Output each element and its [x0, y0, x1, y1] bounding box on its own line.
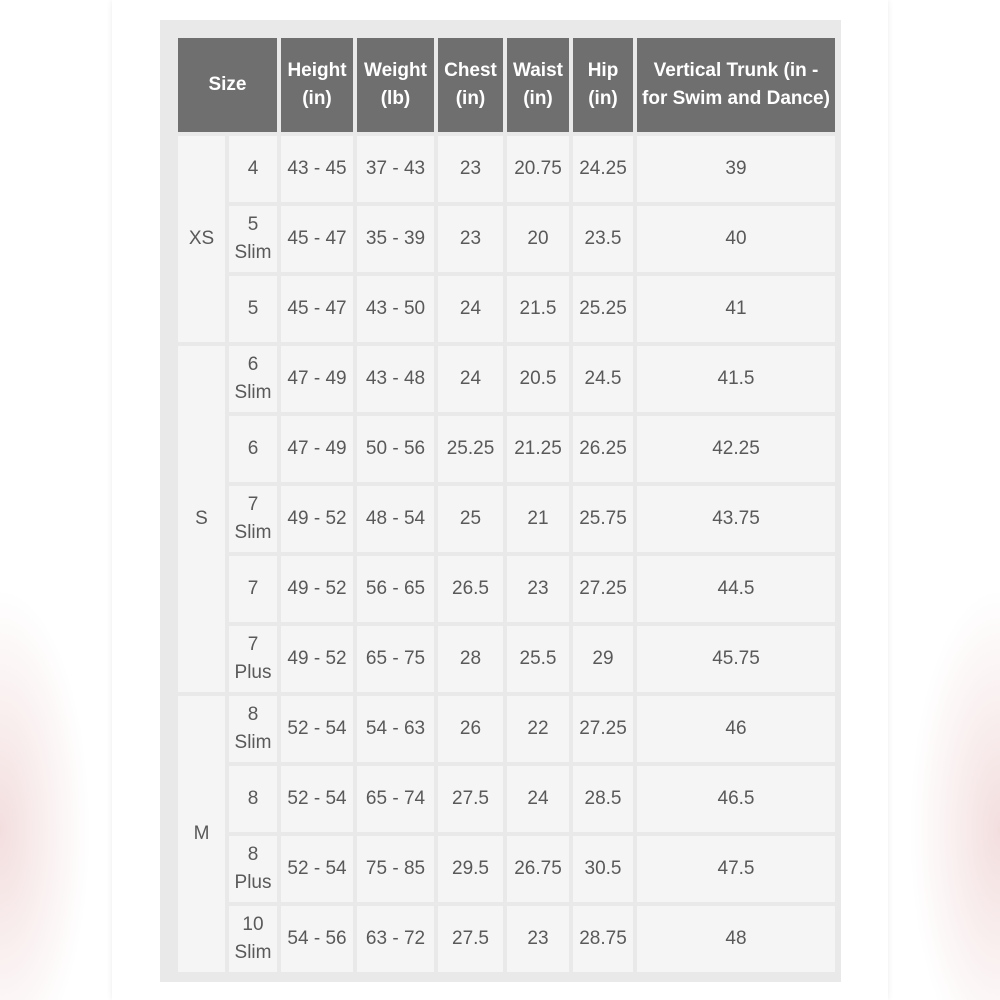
cell-weight: 54 - 63: [357, 696, 434, 762]
cell-chest: 27.5: [438, 766, 503, 832]
size-group-label: XS: [178, 136, 225, 342]
cell-height: 47 - 49: [281, 346, 353, 412]
table-row: [178, 486, 835, 552]
cell-trunk: 42.25: [637, 416, 835, 482]
cell-hip: 23.5: [573, 206, 633, 272]
size-chart-frame: [160, 20, 841, 982]
right-backdrop: [888, 0, 1000, 1000]
table-row: [178, 556, 835, 622]
cell-size: 8 Slim: [229, 696, 277, 762]
cell-size: 5: [229, 276, 277, 342]
cell-hip: 24.5: [573, 346, 633, 412]
cell-hip: 27.25: [573, 696, 633, 762]
cell-trunk: 46: [637, 696, 835, 762]
table-row: [178, 416, 835, 482]
left-backdrop: [0, 0, 112, 1000]
cell-height: 47 - 49: [281, 416, 353, 482]
cell-trunk: 44.5: [637, 556, 835, 622]
header-height: Height (in): [281, 38, 353, 132]
cell-chest: 24: [438, 276, 503, 342]
cell-size: 6 Slim: [229, 346, 277, 412]
cell-size: 10 Slim: [229, 906, 277, 972]
cell-chest: 26: [438, 696, 503, 762]
cell-weight: 35 - 39: [357, 206, 434, 272]
cell-weight: 65 - 74: [357, 766, 434, 832]
cell-chest: 23: [438, 136, 503, 202]
header-size: Size: [178, 38, 277, 132]
table-row: [178, 626, 835, 692]
size-group-label: S: [178, 346, 225, 692]
cell-trunk: 48: [637, 906, 835, 972]
cell-waist: 23: [507, 556, 569, 622]
cell-size: 8 Plus: [229, 836, 277, 902]
cell-hip: 25.25: [573, 276, 633, 342]
cell-chest: 29.5: [438, 836, 503, 902]
cell-size: 6: [229, 416, 277, 482]
cell-hip: 24.25: [573, 136, 633, 202]
cell-size: 8: [229, 766, 277, 832]
cell-trunk: 45.75: [637, 626, 835, 692]
header-row: [178, 38, 835, 132]
cell-waist: 22: [507, 696, 569, 762]
cell-size: 5 Slim: [229, 206, 277, 272]
table-row: [178, 136, 835, 202]
cell-height: 45 - 47: [281, 206, 353, 272]
cell-chest: 24: [438, 346, 503, 412]
cell-trunk: 41: [637, 276, 835, 342]
cell-weight: 63 - 72: [357, 906, 434, 972]
cell-height: 52 - 54: [281, 836, 353, 902]
header-hip: Hip (in): [573, 38, 633, 132]
cell-chest: 28: [438, 626, 503, 692]
cell-hip: 28.75: [573, 906, 633, 972]
cell-height: 49 - 52: [281, 626, 353, 692]
cell-waist: 20.75: [507, 136, 569, 202]
table-row: [178, 766, 835, 832]
size-chart-table: [174, 34, 839, 976]
cell-waist: 20: [507, 206, 569, 272]
table-row: [178, 346, 835, 412]
cell-hip: 27.25: [573, 556, 633, 622]
cell-height: 45 - 47: [281, 276, 353, 342]
table-row: [178, 696, 835, 762]
cell-waist: 20.5: [507, 346, 569, 412]
cell-weight: 50 - 56: [357, 416, 434, 482]
cell-hip: 30.5: [573, 836, 633, 902]
cell-hip: 26.25: [573, 416, 633, 482]
cell-hip: 25.75: [573, 486, 633, 552]
cell-height: 54 - 56: [281, 906, 353, 972]
table-row: [178, 276, 835, 342]
cell-trunk: 40: [637, 206, 835, 272]
cell-size: 7 Slim: [229, 486, 277, 552]
cell-size: 7: [229, 556, 277, 622]
cell-waist: 21: [507, 486, 569, 552]
cell-hip: 28.5: [573, 766, 633, 832]
bottom-strip: [112, 982, 888, 1000]
cell-weight: 37 - 43: [357, 136, 434, 202]
cell-trunk: 46.5: [637, 766, 835, 832]
cell-waist: 21.25: [507, 416, 569, 482]
table-row: [178, 206, 835, 272]
header-waist: Waist (in): [507, 38, 569, 132]
cell-trunk: 41.5: [637, 346, 835, 412]
cell-chest: 26.5: [438, 556, 503, 622]
cell-waist: 21.5: [507, 276, 569, 342]
cell-chest: 23: [438, 206, 503, 272]
cell-chest: 25.25: [438, 416, 503, 482]
cell-waist: 26.75: [507, 836, 569, 902]
header-vertical-trunk: Vertical Trunk (in - for Swim and Dance): [637, 38, 835, 132]
cell-trunk: 43.75: [637, 486, 835, 552]
table-row: [178, 906, 835, 972]
cell-weight: 48 - 54: [357, 486, 434, 552]
cell-weight: 65 - 75: [357, 626, 434, 692]
size-group-label: M: [178, 696, 225, 972]
cell-waist: 23: [507, 906, 569, 972]
cell-waist: 24: [507, 766, 569, 832]
cell-waist: 25.5: [507, 626, 569, 692]
cell-height: 43 - 45: [281, 136, 353, 202]
cell-size: 7 Plus: [229, 626, 277, 692]
cell-chest: 27.5: [438, 906, 503, 972]
cell-weight: 43 - 50: [357, 276, 434, 342]
cell-trunk: 47.5: [637, 836, 835, 902]
cell-size: 4: [229, 136, 277, 202]
cell-height: 49 - 52: [281, 486, 353, 552]
cell-height: 52 - 54: [281, 766, 353, 832]
cell-hip: 29: [573, 626, 633, 692]
header-weight: Weight (lb): [357, 38, 434, 132]
cell-trunk: 39: [637, 136, 835, 202]
cell-weight: 75 - 85: [357, 836, 434, 902]
cell-weight: 56 - 65: [357, 556, 434, 622]
cell-weight: 43 - 48: [357, 346, 434, 412]
cell-height: 52 - 54: [281, 696, 353, 762]
cell-chest: 25: [438, 486, 503, 552]
header-chest: Chest (in): [438, 38, 503, 132]
cell-height: 49 - 52: [281, 556, 353, 622]
table-row: [178, 836, 835, 902]
